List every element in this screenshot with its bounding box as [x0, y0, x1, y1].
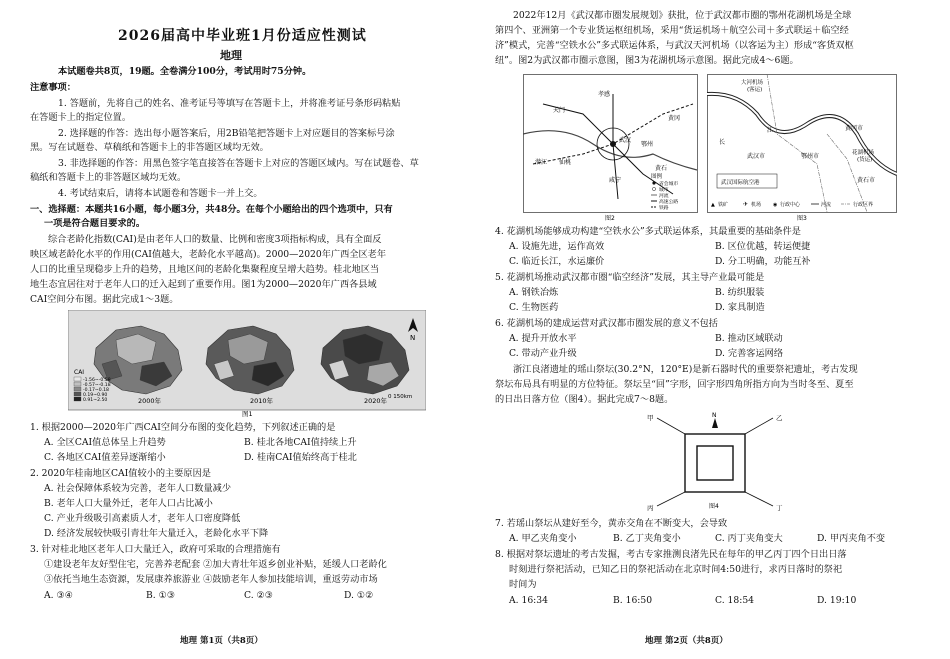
- figure-caption: 图3: [797, 215, 807, 222]
- legend-item: 城市: [659, 188, 669, 193]
- option-c: C. 临近长江，水运廉价: [509, 256, 605, 267]
- option-d: D. 经济发展较快吸引青壮年大量迁入，老龄化水平下降: [44, 528, 269, 539]
- city-label: 仙桃: [559, 159, 572, 166]
- note-line: 在答题卡上的指定位置。: [30, 112, 132, 123]
- option-c: C. 各地区CAI值差异逐渐缩小: [44, 452, 166, 463]
- passage-line: 映区域老龄化水平的作用(CAI值越大，老龄化水平越高)。2000—2020年广西全区老年: [30, 249, 387, 260]
- option-d: D. 家具制造: [715, 302, 765, 313]
- year-label: 2010年: [250, 397, 274, 405]
- legend-item: 0.19~0.90: [83, 393, 108, 398]
- year-label: 2020年: [364, 397, 388, 405]
- legend-item: 高速公路: [659, 200, 679, 205]
- map-label: (货运): [857, 157, 873, 163]
- north-label: N: [712, 412, 717, 419]
- passage-line: 的日出日落方位（图4）。据此完成7～8题。: [495, 394, 674, 405]
- legend-item: 铁矿: [718, 202, 729, 208]
- option-a: A. ③④: [44, 590, 73, 601]
- airport-icon: ✈: [743, 201, 749, 208]
- page-2: [495, 0, 925, 659]
- note-line: 4. 考试结束后，请将本试题卷和答题卡一并上交。: [58, 188, 263, 199]
- legend-item: 河流: [659, 194, 669, 199]
- direction-line: [657, 492, 685, 506]
- legend-item: -0.17~0.18: [83, 388, 109, 393]
- option-a: A. 设施先进，运作高效: [509, 241, 605, 252]
- map-label: 长: [719, 139, 726, 146]
- legend-item: 河流: [821, 202, 832, 208]
- exam-intro: 本试题卷共8页，19题。全卷满分100分，考试用时75分钟。: [58, 66, 312, 77]
- option-a: A. 提升开放水平: [509, 333, 577, 344]
- corner-label: 乙: [776, 414, 783, 422]
- option-d: D. 完善客运网络: [715, 348, 784, 359]
- option-c: C. 带动产业升级: [509, 348, 577, 359]
- statement-line: ③依托当地生态资源，发展康养旅游业 ④鼓励老年人参加技能培训，重返劳动市场: [44, 574, 378, 585]
- figure-caption: 图1: [242, 410, 253, 418]
- option-c: C. 生物医药: [509, 302, 559, 313]
- option-b: B. ①③: [146, 590, 176, 601]
- question-stem: 6. 花湖机场的建成运营对武汉都市圈发展的意义不包括: [495, 318, 718, 329]
- question-stem: 5. 花湖机场推动武汉都市圈“临空经济”发展，其主导产业最可能是: [495, 272, 765, 283]
- option-b: B. 乙丁夹角变小: [613, 533, 681, 544]
- year-label: 2000年: [138, 397, 162, 405]
- option-c: C. 18:54: [715, 595, 755, 606]
- legend-item: 机场: [751, 202, 762, 208]
- figure-caption: 图4: [709, 503, 719, 510]
- question-stem: 1. 根据2000—2020年广西CAI空间分布图的变化趋势，下列叙述正确的是: [30, 422, 336, 433]
- passage-line: 济”模式，完善“空铁水公”多式联运体系，与武汉天河机场（以客运为主）形成“客货双枢: [495, 40, 854, 51]
- corner-label: 丁: [776, 504, 783, 512]
- option-d: D. 19:10: [817, 595, 857, 606]
- map-label: 大河机场: [741, 80, 764, 86]
- legend-item: 行政区界: [853, 202, 874, 208]
- option-a: A. 甲乙夹角变小: [509, 533, 577, 544]
- map-label: 花湖机场: [852, 150, 875, 156]
- direction-line: [745, 492, 773, 506]
- option-c: C. 产业升级吸引高素质人才，老年人口密度降低: [44, 513, 241, 524]
- page-1: [30, 0, 450, 659]
- city-label: 武汉: [619, 137, 632, 144]
- scale-bar-label: 0 150km: [388, 394, 413, 400]
- figure-3-huahu-airport: [707, 74, 897, 222]
- city-label: 潜江: [535, 159, 548, 166]
- altar-inner-square: [697, 446, 733, 480]
- direction-line: [657, 418, 685, 434]
- legend-item: 铁路: [659, 206, 669, 211]
- option-b: B. 推动区域联动: [715, 333, 783, 344]
- option-b: B. 区位优越，转运便捷: [715, 241, 811, 252]
- section-heading-cont: 一项是符合题目要求的。: [44, 218, 146, 229]
- map-label: (客运): [747, 87, 763, 93]
- legend-item: -0.57~-0.18: [83, 383, 111, 388]
- map-label: 江: [767, 127, 774, 134]
- passage-line: 纽”。图2为武汉都市圈示意图，图3为花湖机场示意图。据此完成4～6题。: [495, 55, 799, 66]
- option-d: D. 甲丙夹角不变: [817, 533, 886, 544]
- direction-line: [745, 418, 773, 434]
- statement-line: ①建设老年友好型住宅，完善养老配套 ②加大青壮年返乡创业补贴，延缓人口老龄化: [44, 559, 387, 570]
- option-b: B. 16:50: [613, 595, 653, 606]
- passage-line: 祭坛布局具有明显的方位特征。祭坛呈“回”字形，回字形四角所指方向为当时冬至、夏至: [495, 379, 854, 390]
- legend-title: CAI: [74, 369, 85, 376]
- corner-label: 丙: [647, 504, 654, 512]
- option-d: D. ①②: [344, 590, 374, 601]
- passage-line: CAI空间分布图。据此完成1～3题。: [30, 294, 179, 305]
- city-label: 黄石: [655, 165, 668, 172]
- note-line: 1. 答题前，先将自己的姓名、准考证号等填写在答题卡上，并将准考证号条形码粘贴: [58, 98, 401, 109]
- figure-1-cai-maps: [68, 310, 426, 418]
- question-stem: 2. 2020年桂南地区CAI值较小的主要原因是: [30, 468, 211, 479]
- north-arrow-icon: [712, 412, 718, 428]
- passage-line: 2022年12月《武汉都市圈发展规划》获批，位于武汉都市圈的鄂州花湖机场是全球: [513, 10, 852, 21]
- section-heading: 一、选择题：本题共16小题，每小题3分，共48分。在每个小题给出的四个选项中，只有: [30, 204, 393, 215]
- exam-title: 2026届高中毕业班1月份适应性测试: [118, 28, 367, 44]
- figure-caption: 图2: [605, 215, 615, 222]
- legend-title: 图例: [651, 174, 663, 180]
- note-line: 2. 选择题的作答：选出每小题答案后，用2B铅笔把答题卡上对应题目的答案标号涂: [58, 128, 395, 139]
- note-line: 稿纸和答题卡上的非答题区域均无效。: [30, 172, 187, 183]
- question-stem: 7. 若瑶山祭坛从建好至今，黄赤交角在不断变大，会导致: [495, 518, 728, 529]
- legend-item: 省会城市: [659, 182, 679, 187]
- notes-label: 注意事项：: [30, 82, 76, 93]
- passage-line: 地生态宜居往对于老年人口的迁入起到了重要作用。图1为2000—2020年广西各县域: [30, 279, 377, 290]
- admin-center-icon: ◉: [773, 202, 778, 208]
- altar-outer-square: [685, 434, 745, 492]
- map-label: 黄冈市: [845, 125, 864, 132]
- question-stem-cont: 时间为: [509, 579, 537, 590]
- legend-item: -1.56~-0.58: [83, 378, 111, 383]
- legend-item: 行政中心: [780, 202, 801, 208]
- option-b: B. 老年人口大量外迁，老年人口占比减小: [44, 498, 213, 509]
- passage-line: 综合老龄化指数(CAI)是由老年人口的数量、比例和密度3项指标构成，具有全面反: [48, 234, 382, 245]
- city-label: 鄂州: [641, 141, 654, 148]
- option-c: C. ②③: [244, 590, 274, 601]
- page-footer: 地理 第2页（共8页）: [645, 636, 728, 646]
- note-line: 3. 非选择题的作答：用黑色签字笔直接答在答题卡上对应的答题区域内。写在试题卷、草: [58, 158, 419, 169]
- city-label: 孝感: [598, 91, 611, 98]
- city-label: 黄冈: [668, 115, 681, 122]
- option-c: C. 丙丁夹角变大: [715, 533, 783, 544]
- question-stem: 3. 针对桂北地区老年人口大量迁入，政府可采取的合理措施有: [30, 544, 281, 555]
- question-stem: 4. 花湖机场能够成功构建“空铁水公”多式联运体系，其最重要的基础条件是: [495, 226, 801, 237]
- corner-label: 甲: [647, 414, 654, 422]
- option-d: D. 分工明确，功能互补: [715, 256, 811, 267]
- option-b: B. 桂北各地CAI值持续上升: [244, 437, 357, 448]
- capital-icon: [610, 141, 616, 147]
- option-a: A. 钢铁冶炼: [509, 287, 559, 298]
- north-label: N: [410, 334, 416, 342]
- subject-title: 地理: [220, 49, 242, 62]
- figure-2-wuhan-metro-area: [523, 74, 698, 222]
- option-b: B. 纺织服装: [715, 287, 765, 298]
- iron-mine-icon: ▲: [711, 202, 715, 208]
- map-label: 武汉市: [747, 153, 766, 160]
- map-label: 武汉国际航空港: [721, 180, 760, 186]
- figure-4-altar-diagram: [635, 412, 795, 514]
- map-label: 黄石市: [857, 177, 876, 184]
- city-label: 天门: [553, 107, 566, 114]
- option-a: A. 全区CAI值总体呈上升趋势: [44, 437, 166, 448]
- question-stem-cont: 时刻进行祭祀活动，已知乙日的祭祀活动在北京时间4:50进行，求丙日落时的祭祀: [509, 564, 843, 575]
- passage-line: 人口的比重呈现稳步上升的趋势，且地区间的老龄化集聚程度呈增大趋势。桂北地区当: [30, 264, 380, 275]
- legend-item: 0.91~2.50: [83, 398, 108, 403]
- page-footer: 地理 第1页（共8页）: [180, 636, 263, 646]
- option-a: A. 社会保障体系较为完善，老年人口数量减少: [44, 483, 232, 494]
- note-line: 黑。写在试题卷、草稿纸和答题卡上的非答题区域均无效。: [30, 142, 269, 153]
- passage-line: 浙江良渚遗址的瑶山祭坛(30.2°N，120°E)是新石器时代的重要祭祀遗址，考古发现: [513, 364, 858, 375]
- map-label: 鄂州市: [801, 153, 820, 160]
- option-d: D. 桂南CAI值始终高于桂北: [244, 452, 357, 463]
- question-stem: 8. 根据对祭坛遗址的考古发掘，考古专家推测良渚先民在每年的甲乙丙丁四个日出日落: [495, 549, 847, 560]
- option-a: A. 16:34: [509, 595, 548, 606]
- city-label: 咸宁: [609, 177, 622, 184]
- passage-line: 第四个、亚洲第一个专业货运枢纽机场，采用“货运机场＋航空公司＋多式联运＋临空经: [495, 25, 849, 36]
